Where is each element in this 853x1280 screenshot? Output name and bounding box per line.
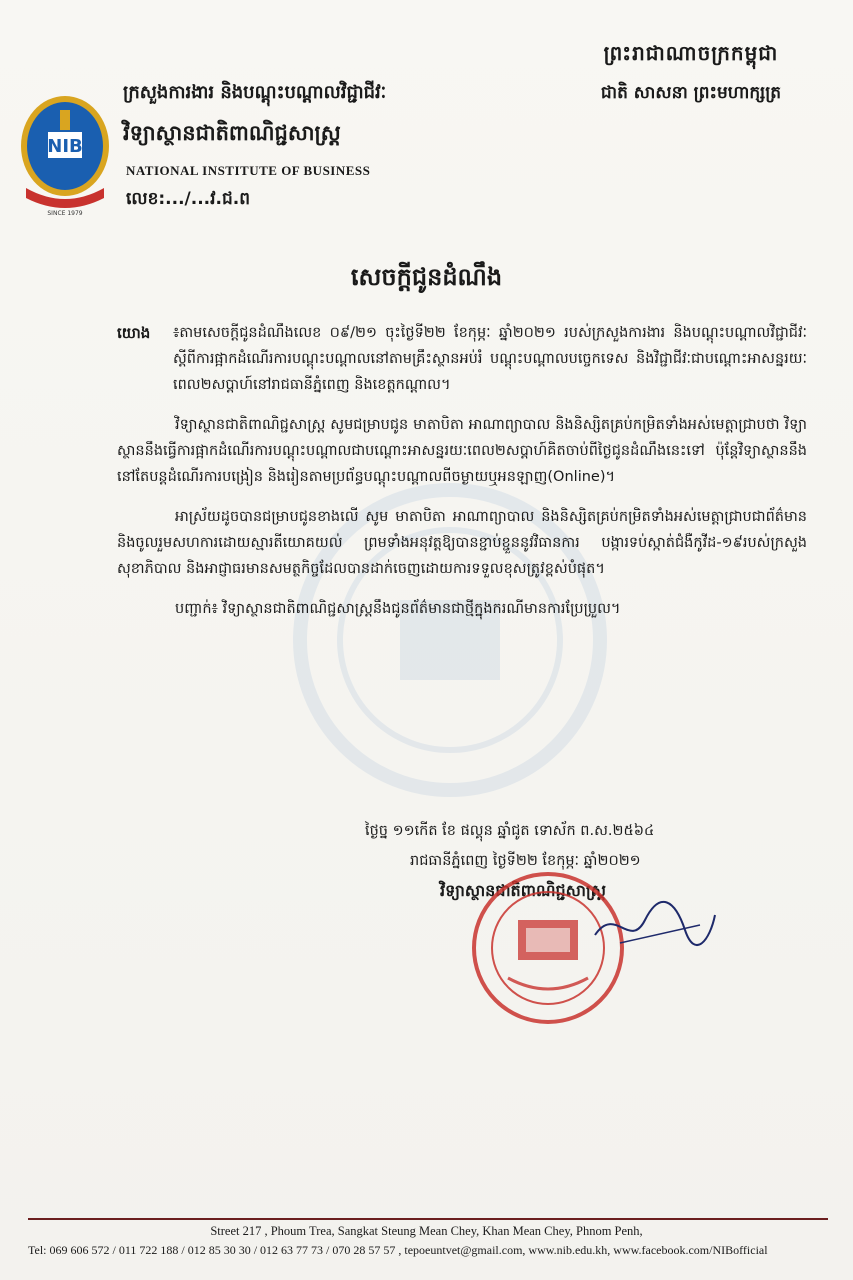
nation-religion-king: ជាតិ សាសនា ព្រះមហាក្សត្រ	[600, 83, 782, 103]
subject-text: ៖តាមសេចក្តីជូនដំណឹងលេខ ០៩/២១ ចុះថ្ងៃទី២២ ខែកុម្ភៈ ឆ្នាំ២០២១ របស់ក្រសួងការងារ និងបណ្តុះបណ្តាលវិជ្ជាជីវៈ ស្តីពីការផ្អាកដំណើរការបណ្តុះបណ្តាលនៅតាមគ្រឹះស្ថានអប់រំ បណ្តុះបណ្តាលបច្ចេកទេស និងវិជ្ជាជីវៈជាបណ្តោះអាសន្នរយៈពេល២សប្តាហ៍នៅរាជធានីភ្នំពេញ និងខេត្តកណ្តាល។	[173, 325, 807, 393]
institute-name-khmer: វិទ្យាស្ថានជាតិពាណិជ្ជសាស្ត្រ	[123, 121, 341, 145]
signer-name: វិទ្យាស្ថានជាតិពាណិជ្ជសាស្ត្រ	[440, 881, 606, 900]
ministry-name: ក្រសួងការងារ និងបណ្តុះបណ្តាលវិជ្ជាជីវៈ	[123, 82, 387, 103]
institute-logo	[18, 92, 112, 218]
document-title: សេចក្តីជូនដំណឹង	[350, 263, 503, 291]
handwritten-signature	[590, 895, 720, 955]
paragraph-2: អាស្រ័យដូចបានជម្រាបជូនខាងលើ សូម មាតាបិតា អាណាព្យាបាល និងនិស្សិតគ្រប់កម្រិតទាំងអស់មេត្តាជ្រាបជាព័ត៌មាន និងចូលរួមសហការដោយស្មារតីយោគយល់ ព្រមទាំងអនុវត្តឱ្យបានខ្ជាប់ខ្ជួននូវវិធានការ បង្ការទប់ស្កាត់ជំងឺកូវីដ-១៩របស់ក្រសួងសុខាភិបាល និងអាជ្ញាធរមានសមត្ថកិច្ចដែលបានដាក់ចេញដោយការទទួលខុសត្រូវខ្ពស់បំផុត។	[117, 509, 807, 577]
paragraph-3: បញ្ជាក់៖ វិទ្យាស្ថានជាតិពាណិជ្ជសាស្ត្រនឹងជូនព័ត៌មានជាថ្មីក្នុងករណីមានការប្រែប្រួល។	[175, 601, 621, 617]
kingdom-motto	[571, 40, 811, 107]
svg-text:SINCE 1979: SINCE 1979	[47, 210, 83, 217]
solar-date: រាជធានីភ្នំពេញ ថ្ងៃទី២២ ខែកុម្ភៈ ឆ្នាំ២០២១	[410, 853, 641, 869]
subject-label: យោង	[117, 324, 151, 342]
footer-divider	[28, 1218, 828, 1220]
reference-value: .../...វ.ជ.ព	[165, 189, 251, 209]
document-body	[117, 320, 807, 636]
kingdom-title: ព្រះរាជាណាចក្រកម្ពុជា	[603, 41, 779, 65]
institute-name-english: NATIONAL INSTITUTE OF BUSINESS	[126, 163, 371, 178]
reference-label: លេខ:	[126, 189, 166, 209]
footer-contact: Tel: 069 606 572 / 011 722 188 / 012 85 30 30 / 012 63 77 73 / 070 28 57 57 , tepoeuntvet@gmail.com, www.nib.edu.kh, www.facebook.com/NIBofficial	[28, 1243, 768, 1257]
reference-number	[126, 188, 250, 213]
footer-address: Street 217 , Phoum Trea, Sangkat Steung Mean Chey, Khan Mean Chey, Phnom Penh,	[210, 1224, 643, 1238]
svg-text:NIB: NIB	[47, 136, 83, 157]
paragraph-1: វិទ្យាស្ថានជាតិពាណិជ្ជសាស្ត្រ សូមជម្រាបជូន មាតាបិតា អាណាព្យាបាល និងនិស្សិតគ្រប់កម្រិតទាំងអស់មេត្តាជ្រាបថា វិទ្យាស្ថាននឹងធ្វើការផ្អាកដំណើរការបណ្តុះបណ្តាលជាបណ្តោះអាសន្នរយៈពេល២សប្តាហ៍គិតចាប់ពីថ្ងៃជូនដំណឹងនេះទៅ ប៉ុន្តែវិទ្យាស្ថាននឹងនៅតែបន្តដំណើរការបង្រៀន និងរៀនតាមប្រព័ន្ធបណ្តុះបណ្តាលពីចម្ងាយឬអនឡាញ(Online)។	[117, 417, 807, 485]
lunar-date: ថ្ងៃច្ន ១១កើត ខែ ផល្គុន ឆ្នាំជូត ទោស័ក ព.ស.២៥៦៤	[365, 823, 655, 839]
subject-paragraph	[117, 320, 807, 398]
